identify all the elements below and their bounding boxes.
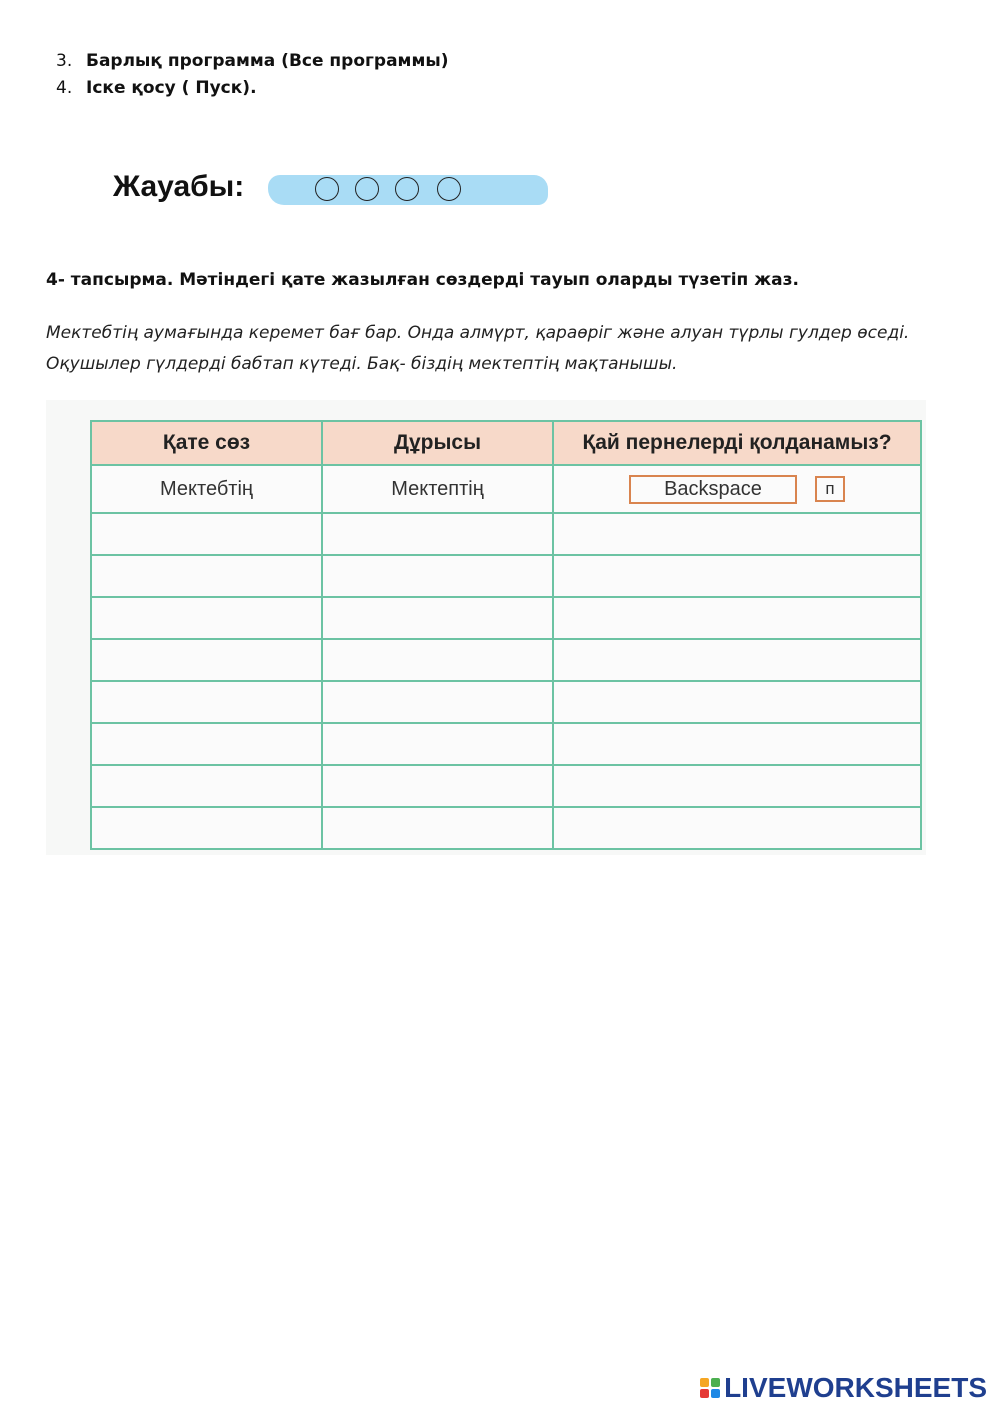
keys-input[interactable] [553,639,921,681]
correct-word-input[interactable] [322,723,553,765]
wrong-word-input[interactable] [91,639,322,681]
list-text: Іске қосу ( Пуск). [86,78,257,98]
header-keys-used: Қай пернелерді қолданамыз? [553,421,921,465]
list-number: 4. [56,78,73,98]
keys-input[interactable] [553,555,921,597]
wrong-word-input[interactable] [91,723,322,765]
list-text: Барлық программа (Все программы) [86,51,449,71]
example-keys [553,465,921,513]
correct-word-input[interactable] [322,555,553,597]
answer-option-circle-1[interactable] [315,177,339,201]
correct-word-input[interactable] [322,765,553,807]
backspace-key: Backspace [629,475,797,504]
liveworksheets-logo-icon [700,1378,720,1398]
table-row [91,807,921,849]
answer-option-circle-4[interactable] [437,177,461,201]
wrong-word-input[interactable] [91,681,322,723]
table-header-row [91,421,921,465]
table-row [91,597,921,639]
wrong-word-input[interactable] [91,597,322,639]
table-row [91,723,921,765]
correct-word-input[interactable] [322,513,553,555]
keys-input[interactable] [553,765,921,807]
instruction-list [56,48,448,102]
answer-label: Жауабы: [113,170,245,203]
answer-option-circle-2[interactable] [355,177,379,201]
table-row [91,681,921,723]
correction-table [90,420,922,850]
keys-input[interactable] [553,681,921,723]
keys-input[interactable] [553,597,921,639]
task-title: 4- тапсырма. Мәтіндегі қате жазылған сөздерді тауып оларды түзетіп жаз. [46,270,799,290]
keys-input[interactable] [553,513,921,555]
brand-name: LIVEWORKSHEETS [724,1372,987,1403]
example-correct-word: Мектептің [322,465,553,513]
list-item [56,75,448,102]
correct-word-input[interactable] [322,807,553,849]
liveworksheets-brand [700,1372,987,1404]
task-text: Мектебтің аумағында керемет бағ бар. Онда алмүрт, қараөріг және алуан түрлы гулдер өседі. Оқушылер гүлдерді бабтап күтеді. Бақ- біздің мектептің мақтанышы. [46,323,910,374]
correct-word-input[interactable] [322,597,553,639]
wrong-word-input[interactable] [91,807,322,849]
example-wrong-word: Мектебтің [91,465,322,513]
keys-input[interactable] [553,723,921,765]
table-row [91,513,921,555]
letter-key: п [815,476,845,502]
keys-input[interactable] [553,807,921,849]
wrong-word-input[interactable] [91,555,322,597]
list-number: 3. [56,51,73,71]
correct-word-input[interactable] [322,681,553,723]
correct-word-input[interactable] [322,639,553,681]
table-row [91,765,921,807]
header-correct-word: Дұрысы [322,421,553,465]
table-row [91,555,921,597]
header-wrong-word: Қате сөз [91,421,322,465]
answer-option-circle-3[interactable] [395,177,419,201]
wrong-word-input[interactable] [91,765,322,807]
table-row [91,639,921,681]
wrong-word-input[interactable] [91,513,322,555]
table-row [91,465,921,513]
list-item [56,48,448,75]
